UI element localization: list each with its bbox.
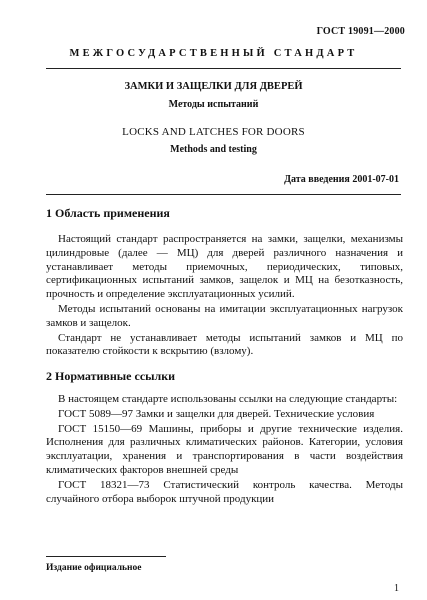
- section-2-body: [46, 393, 403, 506]
- standard-type: МЕЖГОСУДАРСТВЕННЫЙ СТАНДАРТ: [69, 48, 358, 59]
- mid-divider: [46, 194, 401, 195]
- section-2-heading: 2 Нормативные ссылки: [46, 369, 176, 383]
- subtitle-ru: Методы испытаний: [168, 99, 259, 110]
- header-code: ГОСТ 19091—2000: [316, 26, 405, 37]
- section-1-paragraph: Методы испытаний основаны на имитации эксплуатационных нагрузок замков и защелок.: [46, 302, 403, 329]
- title-ru: ЗАМКИ И ЗАЩЕЛКИ ДЛЯ ДВЕРЕЙ: [124, 81, 303, 92]
- section-1-paragraph: Настоящий стандарт распространяется на замки, защелки, механизмы цилиндровые (далее — МЦ) для дверей различного назначения и устанавливает методы приемочных, периодических, типовых, сертификационных испытаний замков, защелок и МЦ на безотказность, прочность и определение эксплуатационных усилий.: [46, 233, 403, 301]
- reference-paragraph: В настоящем стандарте использованы ссылки на следующие стандарты:: [58, 393, 398, 405]
- page-number: 1: [394, 583, 399, 594]
- section-1-heading: 1 Область применения: [46, 206, 170, 220]
- subtitle-en: Methods and testing: [170, 144, 257, 155]
- reference-item: ГОСТ 18321—73 Статистический контроль качества. Методы случайного отбора выборок штучной продукции: [46, 478, 403, 505]
- reference-item: ГОСТ 5089—97 Замки и защелки для дверей. Технические условия: [58, 407, 375, 420]
- edition-label: Издание официальное: [46, 563, 142, 573]
- title-en: LOCKS AND LATCHES FOR DOORS: [122, 126, 305, 138]
- section-1-body: [46, 233, 403, 359]
- effective-date: Дата введения 2001-07-01: [284, 174, 399, 185]
- top-divider: [46, 68, 401, 69]
- section-1-paragraph: Стандарт не устанавливает методы испытаний замков и МЦ по показателю стойкости к вскрытию (взлому).: [46, 331, 403, 358]
- footer-divider: [46, 556, 166, 557]
- reference-item: ГОСТ 15150—69 Машины, приборы и другие технические изделия. Исполнения для различных климатических районов. Категории, условия эксплуатации, хранения и транспортирования в части воздействия климатических факторов внешней среды: [46, 422, 403, 476]
